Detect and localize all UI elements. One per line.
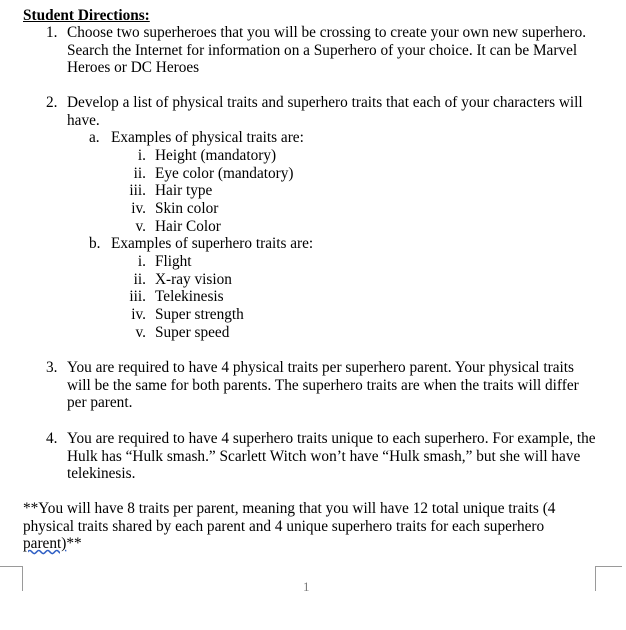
summary-note-main: **You will have 8 traits per parent, meaning that you will have 12 total unique traits (4 physical traits shared by each parent and 4 unique superhero traits for each superhero [23,500,556,535]
item-2-text: Develop a list of physical traits and superhero traits that each of your characters will have. [67,94,583,129]
summary-note-flagged-word: parent) [23,535,67,553]
item-1-text: Choose two superheroes that you will be crossing to create your own new superhero. Search the Internet for information on a Superhero of your choice. It can be Marvel Heroes or DC Heroes [67,24,587,77]
page-number: 1 [303,579,310,594]
item-3-text: You are required to have 4 physical traits per superhero parent. Your physical traits will be the same for both parents. The superhero traits are when the traits will differ per parent. [67,359,579,412]
item-4-number: 4. [46,430,58,447]
superhero-title: Examples of superhero traits are: [111,235,314,252]
physical-trait-3-number: iii. [129,182,146,199]
page-corner-mark-left [0,566,23,591]
physical-trait-1-number: i. [137,147,146,164]
page-corner-mark-right [595,566,622,591]
physical-trait-4: Skin color [155,200,219,217]
superhero-label: b. [89,235,101,252]
physical-trait-3: Hair type [155,182,213,199]
superhero-trait-5: Super speed [155,324,230,341]
superhero-trait-1: Flight [155,253,192,270]
superhero-trait-2-number: ii. [133,271,146,288]
item-4-text: You are required to have 4 superhero traits unique to each superhero. For example, the Hulk has “Hulk smash.” Scarlett Witch won’t have “Hulk smash,” but she will have telekinesis. [67,430,596,483]
superhero-trait-3-number: iii. [129,288,146,305]
physical-trait-4-number: iv. [131,200,146,217]
superhero-trait-4-number: iv. [131,306,146,323]
summary-note [23,500,603,553]
superhero-trait-3: Telekinesis [155,288,224,305]
physical-label: a. [89,129,100,146]
physical-trait-1: Height (mandatory) [155,147,277,164]
item-3-number: 3. [46,359,58,376]
physical-trait-2: Eye color (mandatory) [155,165,294,182]
physical-trait-2-number: ii. [133,165,146,182]
superhero-trait-1-number: i. [137,253,146,270]
physical-trait-5: Hair Color [155,218,221,235]
page-heading: Student Directions: [23,7,150,24]
superhero-trait-4: Super strength [155,306,244,323]
item-2-number: 2. [46,94,58,111]
summary-note-tail: ** [66,535,82,553]
physical-trait-5-number: v. [135,218,146,235]
physical-title: Examples of physical traits are: [111,129,304,146]
superhero-trait-5-number: v. [135,324,146,341]
superhero-trait-2: X-ray vision [155,271,232,288]
item-1-number: 1. [46,24,58,41]
